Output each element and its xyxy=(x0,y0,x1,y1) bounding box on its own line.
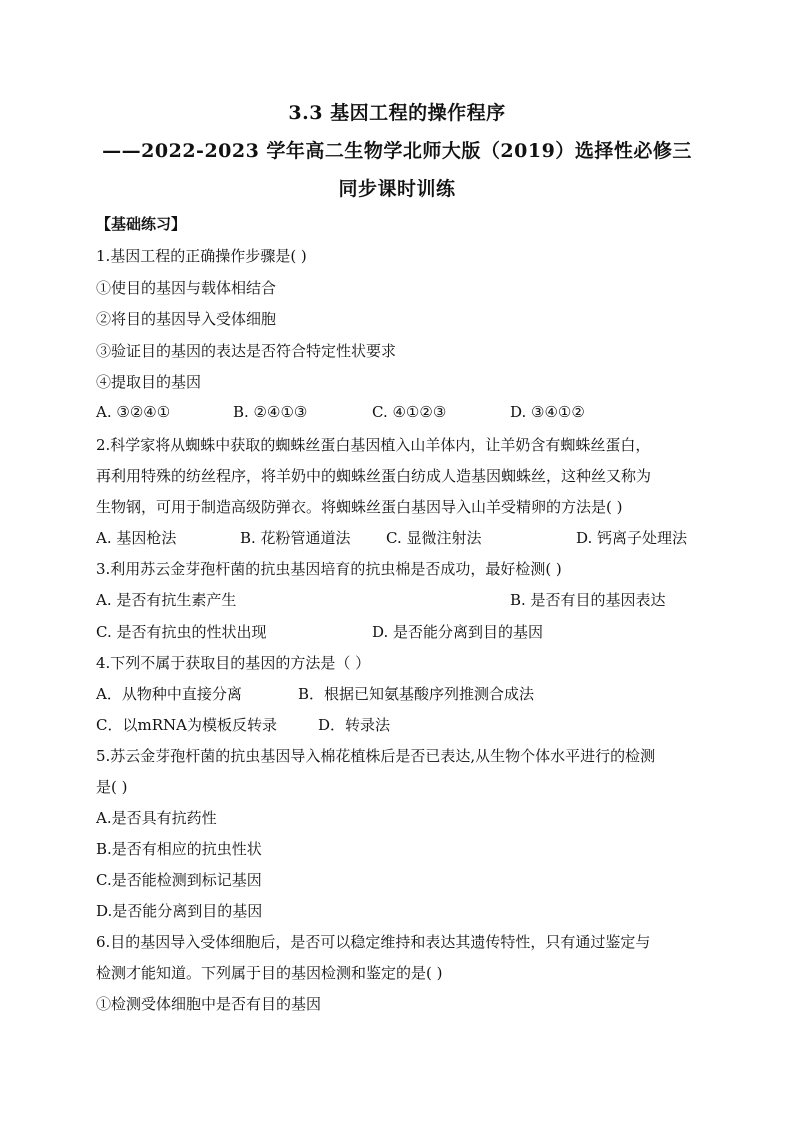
question-5-option-a: A.是否具有抗药性 xyxy=(96,809,217,827)
question-1-item: ④提取目的基因 xyxy=(96,373,202,391)
question-4-option-a: A．从物种中直接分离 xyxy=(96,685,242,703)
question-4-option-d: D．转录法 xyxy=(318,716,391,734)
page-title: 3.3 基因工程的操作程序 xyxy=(288,102,506,124)
question-1-option-b: B. ②④①③ xyxy=(233,403,308,421)
question-3-option-a: A. 是否有抗生素产生 xyxy=(96,591,237,609)
section-heading: 【基础练习】 xyxy=(96,215,187,233)
question-5-option-c: C.是否能检测到标记基因 xyxy=(96,871,262,889)
question-4-stem: 4.下列不属于获取目的基因的方法是（ ） xyxy=(96,654,371,672)
page-subtitle-2: 同步课时训练 xyxy=(338,178,456,200)
question-2-option-c: C. 显微注射法 xyxy=(386,529,482,547)
question-3-option-d: D. 是否能分离到目的基因 xyxy=(372,623,544,641)
question-3-option-b: B. 是否有目的基因表达 xyxy=(510,591,666,609)
question-2-option-a: A. 基因枪法 xyxy=(96,529,177,547)
question-5-option-b: B.是否有相应的抗虫性状 xyxy=(96,840,262,858)
question-2-option-d: D. 钙离子处理法 xyxy=(576,529,688,547)
question-6-line: 6.目的基因导入受体细胞后，是否可以稳定维持和表达其遗传特性，只有通过鉴定与 xyxy=(96,933,651,951)
question-1-item: ①使目的基因与载体相结合 xyxy=(96,279,277,297)
question-2-option-b: B. 花粉管通道法 xyxy=(240,529,351,547)
page-subtitle: ——2022-2023 学年高二生物学北师大版（2019）选择性必修三 xyxy=(102,140,692,162)
question-5-option-d: D.是否能分离到目的基因 xyxy=(96,902,263,920)
question-6-item: ①检测受体细胞中是否有目的基因 xyxy=(96,995,322,1013)
question-2-line: 生物钢，可用于制造高级防弹衣。将蜘蛛丝蛋白基因导入山羊受精卵的方法是( ) xyxy=(96,498,623,516)
question-4-option-b: B．根据已知氨基酸序列推测合成法 xyxy=(298,685,535,703)
question-3-option-c: C. 是否有抗虫的性状出现 xyxy=(96,623,267,641)
question-1-option-d: D. ③④①② xyxy=(510,403,585,421)
question-4-option-c: C．以mRNA为模板反转录 xyxy=(96,716,277,734)
question-5-line: 5.苏云金芽孢杆菌的抗虫基因导入棉花植株后是否已表达,从生物个体水平进行的检测 xyxy=(96,747,656,765)
question-1-option-a: A. ③②④① xyxy=(96,403,171,421)
question-1-option-c: C. ④①②③ xyxy=(372,403,447,421)
question-1-stem: 1.基因工程的正确操作步骤是( ) xyxy=(96,247,307,265)
question-2-line: 2.科学家将从蜘蛛中获取的蜘蛛丝蛋白基因植入山羊体内，让羊奶含有蜘蛛丝蛋白， xyxy=(96,436,651,454)
question-1-item: ③验证目的基因的表达是否符合特定性状要求 xyxy=(96,342,397,360)
question-6-line: 检测才能知道。下列属于目的基因检测和鉴定的是( ) xyxy=(96,964,443,982)
question-2-line: 再利用特殊的纺丝程序，将羊奶中的蜘蛛丝蛋白纺成人造基因蜘蛛丝，这种丝又称为 xyxy=(96,467,652,485)
question-3-stem: 3.利用苏云金芽孢杆菌的抗虫基因培育的抗虫棉是否成功，最好检测( ) xyxy=(96,560,562,578)
question-1-item: ②将目的基因导入受体细胞 xyxy=(96,310,277,328)
question-5-line: 是( ) xyxy=(96,778,128,796)
